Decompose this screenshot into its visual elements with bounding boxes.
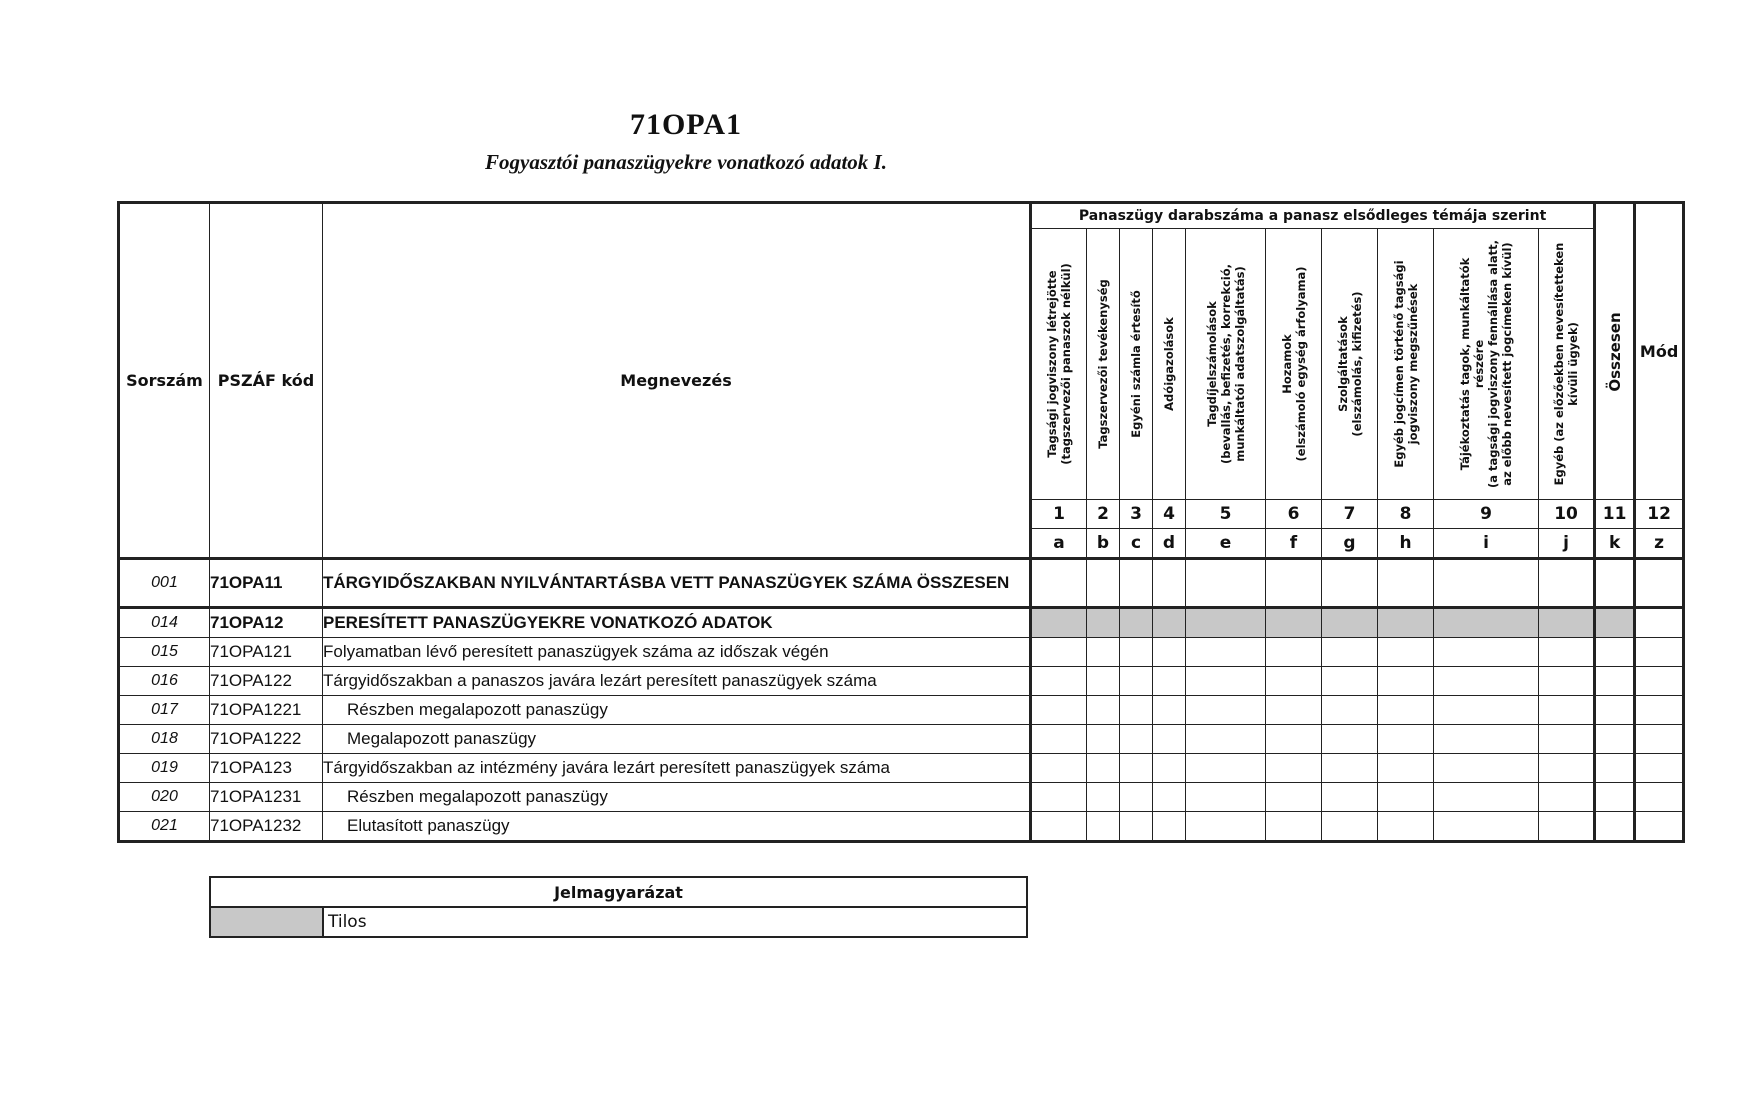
input-cell[interactable] bbox=[1031, 725, 1087, 754]
input-cell[interactable] bbox=[1434, 696, 1539, 725]
header-sorszam: Sorszám bbox=[119, 203, 210, 559]
input-cell[interactable] bbox=[1153, 754, 1186, 783]
row-name: Folyamatban lévő peresített panaszügyek száma az időszak végén bbox=[323, 638, 1031, 667]
col-letter-b: b bbox=[1087, 529, 1120, 559]
input-cell[interactable] bbox=[1434, 638, 1539, 667]
input-cell[interactable] bbox=[1120, 667, 1153, 696]
col-letter-f: f bbox=[1266, 529, 1322, 559]
col-letter-a: a bbox=[1031, 529, 1087, 559]
input-cell[interactable] bbox=[1087, 638, 1120, 667]
input-cell[interactable] bbox=[1186, 559, 1266, 608]
form-code-title: 71OPA1 bbox=[629, 108, 743, 141]
header-group: Panaszügy darabszáma a panasz elsődleges témája szerint bbox=[1031, 203, 1595, 229]
col-letter-z: z bbox=[1635, 529, 1684, 559]
legend-table bbox=[209, 876, 1028, 938]
row-code: 71OPA1222 bbox=[210, 725, 323, 754]
row-number: 018 bbox=[119, 725, 210, 754]
input-cell[interactable] bbox=[1378, 559, 1434, 608]
row-code: 71OPA121 bbox=[210, 638, 323, 667]
input-cell[interactable] bbox=[1031, 812, 1087, 842]
col-header-6: Hozamok (elszámoló egység árfolyama) bbox=[1266, 229, 1322, 500]
input-cell[interactable] bbox=[1635, 696, 1684, 725]
input-cell[interactable] bbox=[1434, 783, 1539, 812]
row-number: 017 bbox=[119, 696, 210, 725]
input-cell[interactable] bbox=[1595, 725, 1635, 754]
input-cell[interactable] bbox=[1153, 667, 1186, 696]
row-code: 71OPA1231 bbox=[210, 783, 323, 812]
disabled-cell bbox=[1595, 608, 1635, 638]
col-header-1: Tagsági jogviszony létrejötte (tagszervezői panaszok nélkül) bbox=[1031, 229, 1087, 500]
input-cell[interactable] bbox=[1087, 667, 1120, 696]
col-num-2: 2 bbox=[1087, 500, 1120, 529]
input-cell[interactable] bbox=[1120, 696, 1153, 725]
input-cell[interactable] bbox=[1266, 638, 1322, 667]
input-cell[interactable] bbox=[1266, 667, 1322, 696]
disabled-cell bbox=[1266, 608, 1322, 638]
col-header-5: Tagdíjelszámolások (bevallás, befizetés, korrekció, munkáltatói adatszolgáltatás) bbox=[1186, 229, 1266, 500]
header-pszaf-kod: PSZÁF kód bbox=[210, 203, 323, 559]
input-cell[interactable] bbox=[1539, 559, 1595, 608]
input-cell[interactable] bbox=[1378, 725, 1434, 754]
col-num-9: 9 bbox=[1434, 500, 1539, 529]
input-cell[interactable] bbox=[1539, 667, 1595, 696]
input-cell[interactable] bbox=[1595, 667, 1635, 696]
col-num-5: 5 bbox=[1186, 500, 1266, 529]
input-cell[interactable] bbox=[1378, 754, 1434, 783]
input-cell[interactable] bbox=[1153, 725, 1186, 754]
input-cell[interactable] bbox=[1322, 783, 1378, 812]
input-cell[interactable] bbox=[1186, 638, 1266, 667]
input-cell[interactable] bbox=[1434, 812, 1539, 842]
input-cell[interactable] bbox=[1378, 783, 1434, 812]
input-cell[interactable] bbox=[1153, 638, 1186, 667]
input-cell[interactable] bbox=[1266, 754, 1322, 783]
row-number: 020 bbox=[119, 783, 210, 812]
header-mod: Mód bbox=[1635, 203, 1684, 500]
input-cell[interactable] bbox=[1120, 783, 1153, 812]
row-name: Tárgyidőszakban a panaszos javára lezárt peresített panaszügyek száma bbox=[323, 667, 1031, 696]
row-code: 71OPA1232 bbox=[210, 812, 323, 842]
row-code: 71OPA12 bbox=[210, 608, 323, 638]
legend-label: Tilos bbox=[323, 907, 1027, 937]
disabled-cell bbox=[1186, 608, 1266, 638]
input-cell[interactable] bbox=[1595, 638, 1635, 667]
row-number: 019 bbox=[119, 754, 210, 783]
input-cell[interactable] bbox=[1595, 783, 1635, 812]
input-cell[interactable] bbox=[1322, 638, 1378, 667]
col-header-2: Tagszervezői tevékenység bbox=[1087, 229, 1120, 500]
input-cell[interactable] bbox=[1266, 696, 1322, 725]
input-cell[interactable] bbox=[1266, 725, 1322, 754]
col-header-10: Egyéb (az előzőekben nevesítetteken kívüli ügyek) bbox=[1539, 229, 1595, 500]
input-cell[interactable] bbox=[1153, 812, 1186, 842]
input-cell[interactable] bbox=[1031, 783, 1087, 812]
input-cell[interactable] bbox=[1378, 667, 1434, 696]
input-cell[interactable] bbox=[1031, 638, 1087, 667]
data-table bbox=[117, 201, 1685, 843]
col-letter-g: g bbox=[1322, 529, 1378, 559]
input-cell[interactable] bbox=[1087, 696, 1120, 725]
input-cell[interactable] bbox=[1087, 812, 1120, 842]
input-cell[interactable] bbox=[1120, 812, 1153, 842]
input-cell[interactable] bbox=[1539, 783, 1595, 812]
input-cell[interactable] bbox=[1266, 559, 1322, 608]
form-subtitle: Fogyasztói panaszügyekre vonatkozó adatok I. bbox=[485, 150, 887, 174]
input-cell[interactable] bbox=[1378, 696, 1434, 725]
legend-title: Jelmagyarázat bbox=[210, 877, 1027, 907]
header-osszesen: Összesen bbox=[1595, 203, 1635, 500]
col-num-4: 4 bbox=[1153, 500, 1186, 529]
input-cell[interactable] bbox=[1434, 667, 1539, 696]
header-megnevezes: Megnevezés bbox=[323, 203, 1031, 559]
col-header-4: Adóigazolások bbox=[1153, 229, 1186, 500]
row-number: 015 bbox=[119, 638, 210, 667]
row-name: Megalapozott panaszügy bbox=[323, 725, 1031, 754]
input-cell[interactable] bbox=[1266, 812, 1322, 842]
row-name: Elutasított panaszügy bbox=[323, 812, 1031, 842]
input-cell[interactable] bbox=[1153, 696, 1186, 725]
input-cell[interactable] bbox=[1186, 667, 1266, 696]
input-cell[interactable] bbox=[1539, 812, 1595, 842]
col-header-3: Egyéni számla értesítő bbox=[1120, 229, 1153, 500]
row-name: PERESÍTETT PANASZÜGYEKRE VONATKOZÓ ADATOK bbox=[323, 608, 1031, 638]
col-letter-d: d bbox=[1153, 529, 1186, 559]
input-cell[interactable] bbox=[1595, 559, 1635, 608]
input-cell[interactable] bbox=[1322, 559, 1378, 608]
input-cell[interactable] bbox=[1153, 559, 1186, 608]
col-num-12: 12 bbox=[1635, 500, 1684, 529]
row-code: 71OPA123 bbox=[210, 754, 323, 783]
input-cell[interactable] bbox=[1635, 608, 1684, 638]
row-name: Részben megalapozott panaszügy bbox=[323, 783, 1031, 812]
input-cell[interactable] bbox=[1635, 559, 1684, 608]
disabled-cell bbox=[1031, 608, 1087, 638]
input-cell[interactable] bbox=[1120, 559, 1153, 608]
input-cell[interactable] bbox=[1539, 725, 1595, 754]
input-cell[interactable] bbox=[1031, 696, 1087, 725]
col-num-8: 8 bbox=[1378, 500, 1434, 529]
disabled-cell bbox=[1087, 608, 1120, 638]
input-cell[interactable] bbox=[1635, 812, 1684, 842]
input-cell[interactable] bbox=[1595, 754, 1635, 783]
input-cell[interactable] bbox=[1087, 559, 1120, 608]
input-cell[interactable] bbox=[1378, 812, 1434, 842]
input-cell[interactable] bbox=[1031, 559, 1087, 608]
col-letter-c: c bbox=[1120, 529, 1153, 559]
input-cell[interactable] bbox=[1120, 725, 1153, 754]
input-cell[interactable] bbox=[1322, 754, 1378, 783]
input-cell[interactable] bbox=[1322, 725, 1378, 754]
input-cell[interactable] bbox=[1434, 725, 1539, 754]
input-cell[interactable] bbox=[1186, 754, 1266, 783]
input-cell[interactable] bbox=[1635, 667, 1684, 696]
input-cell[interactable] bbox=[1031, 667, 1087, 696]
row-number: 016 bbox=[119, 667, 210, 696]
input-cell[interactable] bbox=[1186, 696, 1266, 725]
input-cell[interactable] bbox=[1635, 783, 1684, 812]
row-code: 71OPA11 bbox=[210, 559, 323, 608]
row-name: TÁRGYIDŐSZAKBAN NYILVÁNTARTÁSBA VETT PANASZÜGYEK SZÁMA ÖSSZESEN bbox=[323, 559, 1031, 608]
input-cell[interactable] bbox=[1635, 638, 1684, 667]
input-cell[interactable] bbox=[1322, 667, 1378, 696]
col-num-7: 7 bbox=[1322, 500, 1378, 529]
input-cell[interactable] bbox=[1087, 754, 1120, 783]
col-num-11: 11 bbox=[1595, 500, 1635, 529]
input-cell[interactable] bbox=[1266, 783, 1322, 812]
input-cell[interactable] bbox=[1087, 725, 1120, 754]
col-header-8: Egyéb jogcímen történő tagsági jogviszony megszűnések bbox=[1378, 229, 1434, 500]
input-cell[interactable] bbox=[1595, 812, 1635, 842]
input-cell[interactable] bbox=[1635, 725, 1684, 754]
col-num-3: 3 bbox=[1120, 500, 1153, 529]
col-header-7: Szolgáltatások (elszámolás, kifizetés) bbox=[1322, 229, 1378, 500]
col-header-9: Tájékoztatás tagok, munkáltatók részére (a tagsági jogviszony fennállása alatt, az előbb nevesített jogcímeken kívül) bbox=[1434, 229, 1539, 500]
input-cell[interactable] bbox=[1539, 754, 1595, 783]
col-num-6: 6 bbox=[1266, 500, 1322, 529]
col-letter-j: j bbox=[1539, 529, 1595, 559]
disabled-cell bbox=[1153, 608, 1186, 638]
input-cell[interactable] bbox=[1539, 638, 1595, 667]
row-name: Tárgyidőszakban az intézmény javára lezárt peresített panaszügyek száma bbox=[323, 754, 1031, 783]
col-letter-k: k bbox=[1595, 529, 1635, 559]
input-cell[interactable] bbox=[1087, 783, 1120, 812]
input-cell[interactable] bbox=[1120, 754, 1153, 783]
input-cell[interactable] bbox=[1031, 754, 1087, 783]
col-letter-e: e bbox=[1186, 529, 1266, 559]
row-number: 021 bbox=[119, 812, 210, 842]
disabled-cell bbox=[1539, 608, 1595, 638]
col-num-1: 1 bbox=[1031, 500, 1087, 529]
input-cell[interactable] bbox=[1120, 638, 1153, 667]
row-number: 001 bbox=[119, 559, 210, 608]
row-code: 71OPA1221 bbox=[210, 696, 323, 725]
disabled-cell bbox=[1120, 608, 1153, 638]
disabled-cell bbox=[1434, 608, 1539, 638]
input-cell[interactable] bbox=[1186, 725, 1266, 754]
row-name: Részben megalapozott panaszügy bbox=[323, 696, 1031, 725]
input-cell[interactable] bbox=[1322, 696, 1378, 725]
input-cell[interactable] bbox=[1539, 696, 1595, 725]
input-cell[interactable] bbox=[1434, 559, 1539, 608]
input-cell[interactable] bbox=[1635, 754, 1684, 783]
input-cell[interactable] bbox=[1322, 812, 1378, 842]
col-letter-i: i bbox=[1434, 529, 1539, 559]
input-cell[interactable] bbox=[1153, 783, 1186, 812]
input-cell[interactable] bbox=[1595, 696, 1635, 725]
input-cell[interactable] bbox=[1186, 812, 1266, 842]
disabled-cell bbox=[1378, 608, 1434, 638]
row-number: 014 bbox=[119, 608, 210, 638]
input-cell[interactable] bbox=[1434, 754, 1539, 783]
legend-swatch bbox=[210, 907, 323, 937]
input-cell[interactable] bbox=[1378, 638, 1434, 667]
col-letter-h: h bbox=[1378, 529, 1434, 559]
disabled-cell bbox=[1322, 608, 1378, 638]
row-code: 71OPA122 bbox=[210, 667, 323, 696]
col-num-10: 10 bbox=[1539, 500, 1595, 529]
input-cell[interactable] bbox=[1186, 783, 1266, 812]
